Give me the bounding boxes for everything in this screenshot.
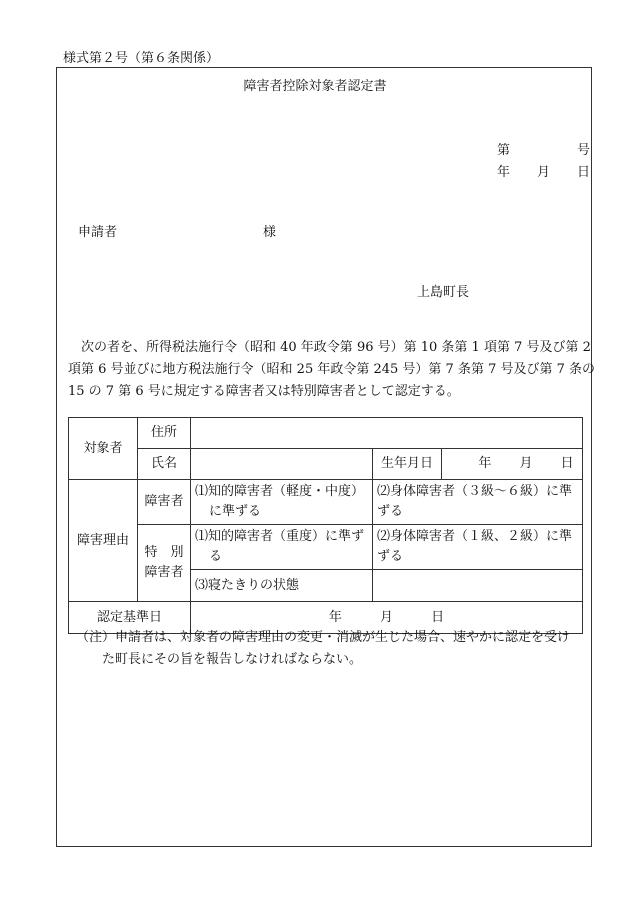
issue-date-year: 年 <box>497 165 511 180</box>
birthdate-month: 月 <box>519 456 533 471</box>
footnote <box>76 627 588 671</box>
form-number-label: 様式第２号（第６条関係） <box>63 51 220 66</box>
reason-mild-intellectual <box>191 480 373 525</box>
reason-physical-1-2 <box>373 525 583 570</box>
birthdate-year: 年 <box>478 456 492 471</box>
reason-blank-cell <box>373 570 583 602</box>
address-label: 住所 <box>138 418 191 449</box>
reason-line: ⑵身体障害者（１級、２級）に準 <box>377 529 573 544</box>
certification-statement <box>68 337 596 403</box>
basis-date-year: 年 <box>328 609 342 625</box>
basis-date-month: 月 <box>379 609 393 625</box>
footnote-line: た町長にその旨を報告しなければならない。 <box>102 652 363 667</box>
disabled-label: 障害者 <box>138 480 191 525</box>
name-value-cell <box>191 449 373 480</box>
reason-bedridden: ⑶寝たきりの状態 <box>191 570 373 602</box>
basis-date-day: 日 <box>431 609 445 625</box>
reason-line: に準ずる <box>209 504 262 519</box>
document-title: 障害者控除対象者認定書 <box>243 79 387 94</box>
address-value-cell <box>191 418 583 449</box>
statement-line: 次の者を、所得税法施行令（昭和 40 年政令第 96 号）第 10 条第 1 項第 7 号及び第 2 <box>81 340 591 355</box>
special-label-line: 特 別 <box>144 545 184 560</box>
special-label-line: 障害者 <box>144 565 184 580</box>
name-label: 氏名 <box>138 449 191 480</box>
number-prefix: 第 <box>497 143 511 158</box>
basis-date-label: 認定基準日 <box>69 602 191 634</box>
subject-label: 対象者 <box>69 418 138 480</box>
issue-date-day: 日 <box>577 165 591 180</box>
reason-label: 障害理由 <box>69 480 138 602</box>
statement-line: 15 の 7 第 6 号に規定する障害者又は特別障害者として認定する。 <box>68 384 460 399</box>
reason-line: ⑴知的障害者（重度）に準ず <box>195 529 365 544</box>
birthdate-value <box>442 449 583 480</box>
special-disabled-label <box>138 525 191 602</box>
applicant-honorific: 様 <box>263 225 277 240</box>
reason-physical-3-6 <box>373 480 583 525</box>
statement-line: 項第 6 号並びに地方税法施行令（昭和 25 年政令第 245 号）第 7 条第 7 号及び第 7 条の <box>68 362 596 377</box>
birthdate-label: 生年月日 <box>373 449 442 480</box>
number-suffix: 号 <box>577 143 591 158</box>
issuer-name: 上島町長 <box>417 285 470 300</box>
reason-line: ずる <box>377 504 404 519</box>
issue-date-month: 月 <box>537 165 551 180</box>
reason-line: る <box>209 549 223 564</box>
reason-severe-intellectual <box>191 525 373 570</box>
reason-line: ずる <box>377 549 404 564</box>
birthdate-day: 日 <box>560 456 574 471</box>
reason-line: ⑵身体障害者（３級～６級）に準 <box>377 484 573 499</box>
reason-line: ⑴知的障害者（軽度・中度） <box>195 484 365 499</box>
certification-table <box>68 417 583 634</box>
applicant-label: 申請者 <box>78 225 118 240</box>
footnote-line: （注）申請者は、対象者の障害理由の変更・消滅が生じた場合、速やかに認定を受け <box>76 630 571 645</box>
